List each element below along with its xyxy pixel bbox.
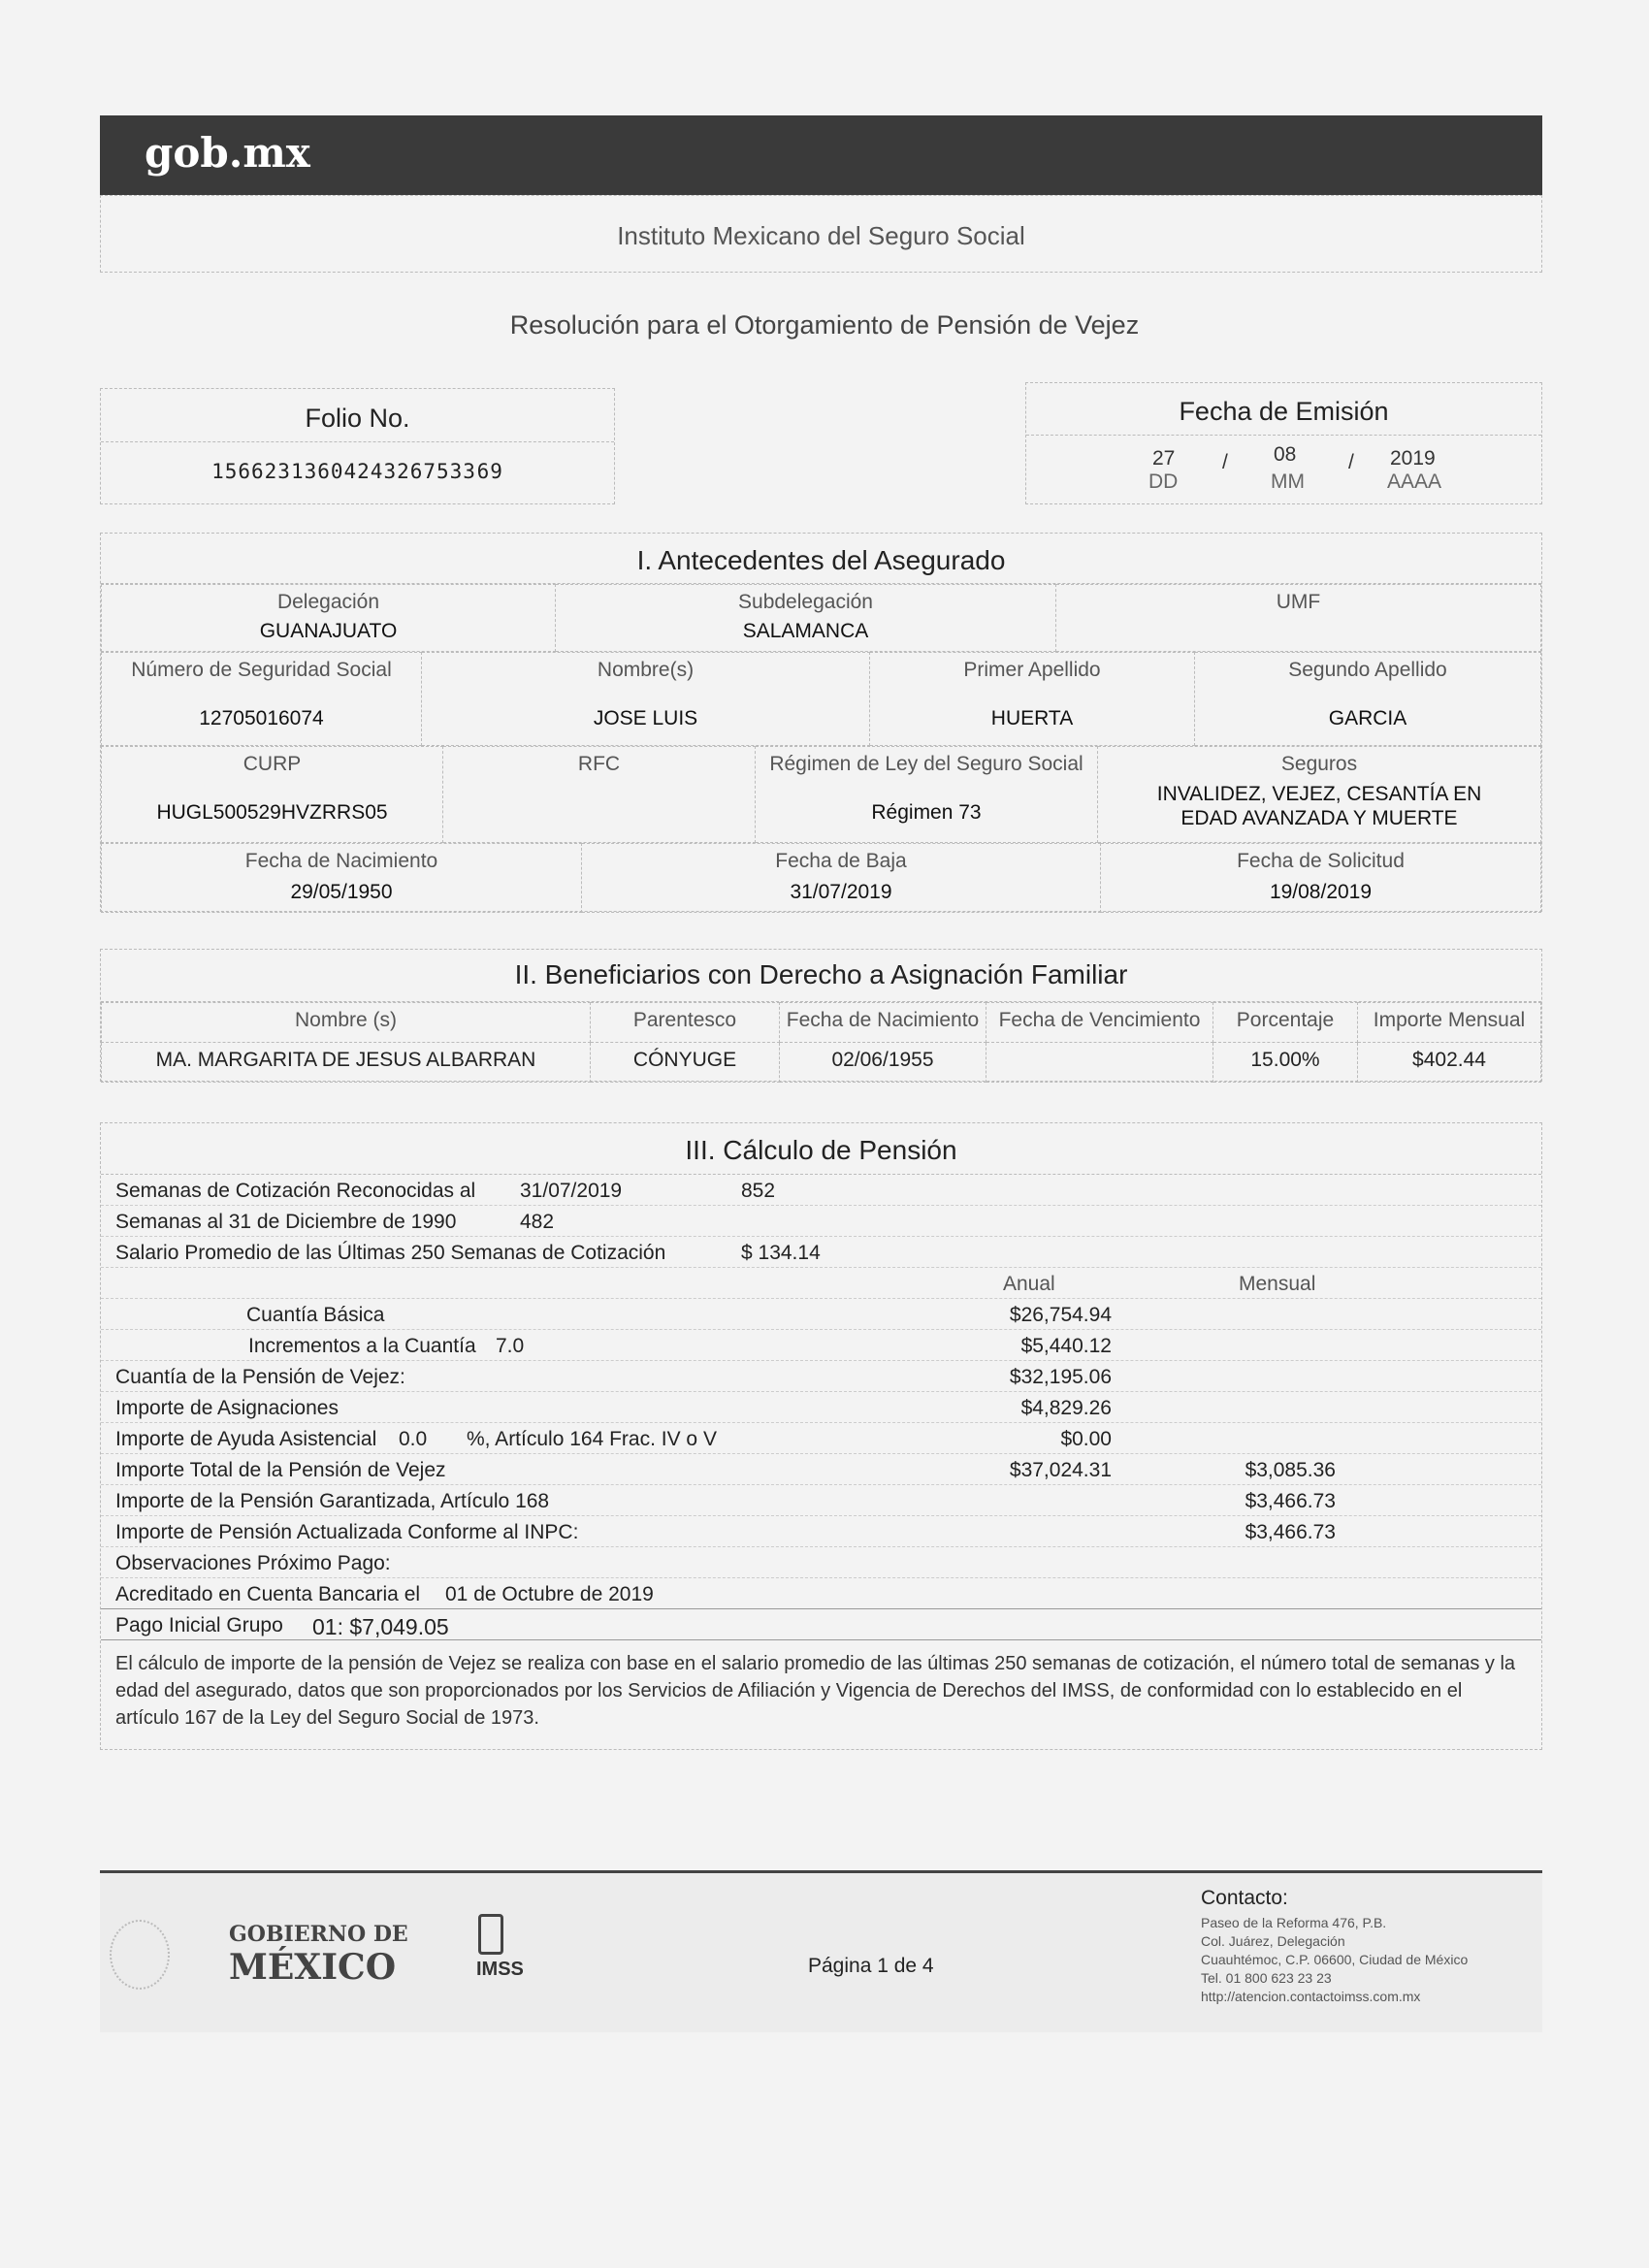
value: $5,440.12 bbox=[1020, 1335, 1112, 1357]
value: 0.0 bbox=[399, 1428, 428, 1450]
value: $3,466.73 bbox=[1245, 1521, 1336, 1543]
value: $32,195.06 bbox=[1009, 1366, 1112, 1388]
label: Incrementos a la Cuantía bbox=[248, 1335, 476, 1357]
fecha-mm: 08 bbox=[1274, 443, 1297, 466]
section-title: I. Antecedentes del Asegurado bbox=[101, 534, 1541, 584]
folio-value: 15662313604243267533 69 bbox=[211, 460, 503, 483]
value: $4,829.26 bbox=[1020, 1397, 1112, 1419]
document-title: Resolución para el Otorgamiento de Pensión de Vejez bbox=[509, 310, 1140, 340]
primer-apellido-value: HUERTA bbox=[990, 707, 1074, 729]
gobierno-logo-line2: MÉXICO bbox=[229, 1947, 397, 1988]
fecha-solicitud-label: Fecha de Solicitud bbox=[1237, 850, 1405, 872]
col-anual: Anual bbox=[1003, 1273, 1055, 1295]
rfc-label: RFC bbox=[577, 753, 621, 775]
brand-logo: gob.mx bbox=[145, 129, 310, 177]
institute-name: Instituto Mexicano del Seguro Social bbox=[100, 195, 1542, 273]
contacto-info bbox=[1201, 1914, 1468, 2006]
column-header: Fecha de Vencimiento bbox=[986, 1003, 1213, 1043]
folio-box bbox=[100, 388, 615, 504]
page-number: Página 1 de 4 bbox=[808, 1955, 934, 1977]
label: %, Artículo 164 Frac. IV o V bbox=[467, 1428, 717, 1450]
calc-row bbox=[101, 1206, 1541, 1237]
fecha-dd-label: DD bbox=[1148, 470, 1179, 493]
nss-value: 12705016074 bbox=[199, 707, 324, 729]
regimen-value: Régimen 73 bbox=[871, 801, 982, 824]
value: 01 de Octubre de 2019 bbox=[445, 1583, 654, 1605]
section-title: III. Cálculo de Pensión bbox=[101, 1123, 1541, 1175]
section-antecedentes bbox=[100, 533, 1542, 912]
calc-row bbox=[101, 1454, 1541, 1485]
segundo-apellido-value: GARCIA bbox=[1328, 707, 1407, 729]
calc-row bbox=[101, 1392, 1541, 1423]
calc-header-row bbox=[101, 1268, 1541, 1299]
label: Semanas de Cotización Reconocidas al bbox=[115, 1180, 476, 1202]
calc-row bbox=[101, 1237, 1541, 1268]
contacto-line: Paseo de la Reforma 476, P.B. bbox=[1201, 1915, 1387, 1930]
seguros-label: Seguros bbox=[1280, 753, 1358, 775]
fecha-baja-label: Fecha de Baja bbox=[775, 850, 907, 872]
label: Semanas al 31 de Diciembre de 1990 bbox=[115, 1211, 457, 1233]
beneficiario-nombre: MA. MARGARITA DE JESUS ALBARRAN bbox=[102, 1043, 591, 1083]
value: $3,085.36 bbox=[1245, 1459, 1336, 1481]
fecha-baja-value: 31/07/2019 bbox=[790, 881, 892, 903]
calc-row bbox=[101, 1485, 1541, 1516]
calc-row bbox=[101, 1299, 1541, 1330]
imss-logo-icon bbox=[478, 1914, 503, 1955]
delegacion-value: GUANAJUATO bbox=[259, 620, 398, 642]
beneficiario-parentesco: CÓNYUGE bbox=[591, 1043, 780, 1083]
value: 852 bbox=[741, 1180, 776, 1202]
fecha-sep: / bbox=[1222, 451, 1228, 473]
calc-row bbox=[101, 1423, 1541, 1454]
beneficiario-fecha-vencimiento bbox=[986, 1043, 1213, 1083]
fecha-sep: / bbox=[1348, 451, 1354, 473]
label: Importe Total de la Pensión de Vejez bbox=[115, 1459, 446, 1481]
calc-row bbox=[101, 1175, 1541, 1206]
label: Observaciones Próximo Pago: bbox=[115, 1552, 391, 1574]
calc-row bbox=[101, 1361, 1541, 1392]
value: $26,754.94 bbox=[1009, 1304, 1112, 1326]
curp-value: HUGL500529HVZRRS05 bbox=[156, 801, 388, 824]
table-header-row bbox=[102, 1003, 1541, 1043]
value: $3,466.73 bbox=[1245, 1490, 1336, 1512]
label: Salario Promedio de las Últimas 250 Semanas de Cotización bbox=[115, 1242, 666, 1264]
col-mensual: Mensual bbox=[1239, 1273, 1316, 1295]
column-header: Porcentaje bbox=[1213, 1003, 1358, 1043]
table-row bbox=[102, 1043, 1541, 1083]
column-header: Parentesco bbox=[591, 1003, 780, 1043]
subdelegacion-label: Subdelegación bbox=[738, 591, 873, 613]
primer-apellido-label: Primer Apellido bbox=[963, 659, 1101, 681]
subdelegacion-value: SALAMANCA bbox=[742, 620, 869, 642]
fecha-emision-box bbox=[1025, 382, 1542, 504]
umf-label: UMF bbox=[1276, 591, 1321, 613]
calc-row bbox=[101, 1516, 1541, 1547]
section-beneficiarios bbox=[100, 949, 1542, 1082]
beneficiario-importe: $402.44 bbox=[1358, 1043, 1541, 1083]
label: Importe de Ayuda Asistencial bbox=[115, 1428, 377, 1450]
value: $ 134.14 bbox=[741, 1242, 821, 1264]
value: 482 bbox=[520, 1211, 555, 1233]
label: Cuantía Básica bbox=[246, 1304, 385, 1326]
value: 31/07/2019 bbox=[520, 1180, 623, 1202]
value: $0.00 bbox=[1060, 1428, 1112, 1450]
contacto-line: Tel. 01 800 623 23 23 bbox=[1201, 1970, 1332, 1986]
footer bbox=[100, 1870, 1542, 2032]
contacto-line: Col. Juárez, Delegación bbox=[1201, 1933, 1345, 1949]
label: Importe de Pensión Actualizada Conforme al INPC: bbox=[115, 1521, 579, 1543]
delegacion-label: Delegación bbox=[276, 591, 380, 613]
fecha-emision-label: Fecha de Emisión bbox=[1026, 383, 1541, 436]
section-calculo bbox=[100, 1122, 1542, 1750]
calc-row bbox=[101, 1330, 1541, 1361]
fecha-nacimiento-value: 29/05/1950 bbox=[290, 881, 393, 903]
label: Cuantía de la Pensión de Vejez: bbox=[115, 1366, 405, 1388]
nombre-value: JOSE LUIS bbox=[593, 707, 698, 729]
fecha-aaaa-label: AAAA bbox=[1387, 470, 1442, 493]
seguros-value: INVALIDEZ, VEJEZ, CESANTÍA EN EDAD AVANZADA Y MUERTE bbox=[1156, 783, 1482, 829]
column-header: Importe Mensual bbox=[1358, 1003, 1541, 1043]
gobmx-header-bar bbox=[100, 115, 1542, 195]
gobierno-logo-line1: GOBIERNO DE bbox=[229, 1922, 408, 1947]
calc-row bbox=[101, 1609, 1541, 1640]
label: Acreditado en Cuenta Bancaria el bbox=[115, 1583, 421, 1605]
value: $37,024.31 bbox=[1009, 1459, 1112, 1481]
value: 7.0 bbox=[496, 1335, 525, 1357]
contacto-title: Contacto: bbox=[1201, 1887, 1288, 1909]
calc-row bbox=[101, 1547, 1541, 1578]
beneficiario-porcentaje: 15.00% bbox=[1213, 1043, 1358, 1083]
imss-logo-text: IMSS bbox=[476, 1959, 524, 1980]
column-header: Fecha de Nacimiento bbox=[780, 1003, 986, 1043]
fecha-solicitud-value: 19/08/2019 bbox=[1269, 881, 1373, 903]
section-title: II. Beneficiarios con Derecho a Asignación Familiar bbox=[101, 950, 1541, 1002]
regimen-label: Régimen de Ley del Seguro Social bbox=[769, 753, 1083, 775]
beneficiario-fecha-nacimiento: 02/06/1955 bbox=[780, 1043, 986, 1083]
segundo-apellido-label: Segundo Apellido bbox=[1288, 659, 1447, 681]
contacto-link[interactable]: http://atencion.contactoimss.com.mx bbox=[1201, 1989, 1421, 2004]
fecha-mm-label: MM bbox=[1271, 470, 1305, 493]
folio-label: Folio No. bbox=[101, 389, 614, 442]
label: Importe de Asignaciones bbox=[115, 1397, 339, 1419]
label: Importe de la Pensión Garantizada, Artículo 168 bbox=[115, 1490, 550, 1512]
nss-label: Número de Seguridad Social bbox=[131, 659, 392, 681]
curp-label: CURP bbox=[242, 753, 302, 775]
value: 01: $7,049.05 bbox=[312, 1614, 449, 1639]
label: Pago Inicial Grupo bbox=[115, 1614, 283, 1636]
fecha-dd: 27 bbox=[1152, 447, 1176, 470]
fecha-aaaa: 2019 bbox=[1390, 447, 1436, 470]
calculation-note: El cálculo de importe de la pensión de Vejez se realiza con base en el salario promedio de las últimas 250 semanas de cotización, el número total de semanas y la edad del asegurado, datos que son proporcionados por los Servicios de Afiliación y Vigencia de Derechos del IMSS, de conformidad con lo establecido en el artículo 167 de la Ley del Seguro Social de 1973. bbox=[115, 1653, 1516, 1729]
calc-row bbox=[101, 1578, 1541, 1609]
fecha-nacimiento-label: Fecha de Nacimiento bbox=[244, 850, 438, 872]
seal-icon bbox=[110, 1920, 170, 1990]
contacto-line: Cuauhtémoc, C.P. 06600, Ciudad de México bbox=[1201, 1952, 1469, 1967]
nombre-label: Nombre(s) bbox=[597, 659, 695, 681]
column-header: Nombre (s) bbox=[102, 1003, 591, 1043]
